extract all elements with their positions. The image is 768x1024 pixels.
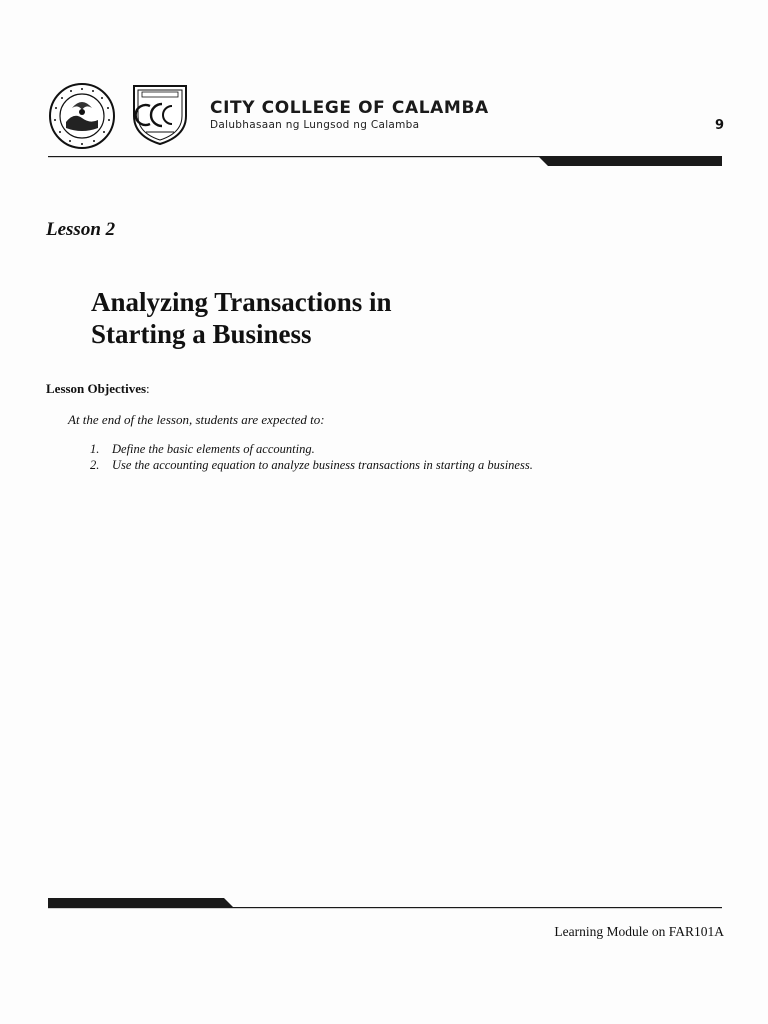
lesson-title bbox=[91, 286, 651, 350]
objectives-intro: At the end of the lesson, students are expected to: bbox=[68, 412, 325, 427]
objective-item bbox=[90, 457, 533, 473]
footer-divider bbox=[48, 898, 722, 910]
college-shield-logo bbox=[128, 82, 192, 146]
objective-number: 2. bbox=[90, 458, 100, 472]
header-divider bbox=[48, 156, 722, 166]
institution-block bbox=[210, 98, 630, 132]
lesson-title-line-1: Analyzing Transactions in bbox=[91, 287, 392, 317]
objectives-heading bbox=[46, 381, 150, 397]
footer-module-label: Learning Module on FAR101A bbox=[554, 924, 724, 939]
city-seal-logo bbox=[48, 82, 116, 150]
lesson-title-line-2: Starting a Business bbox=[91, 319, 312, 349]
objectives-heading-text: Lesson Objectives bbox=[46, 381, 147, 396]
institution-tagline: Dalubhasaan ng Lungsod ng Calamba bbox=[210, 119, 420, 131]
lesson-label: Lesson 2 bbox=[46, 219, 116, 240]
page-number: 9 bbox=[714, 118, 724, 133]
objectives-list bbox=[90, 441, 533, 473]
institution-name: CITY COLLEGE OF CALAMBA bbox=[210, 98, 489, 118]
objective-number: 1. bbox=[90, 442, 100, 456]
objective-item bbox=[90, 441, 533, 457]
objective-text: Use the accounting equation to analyze business transactions in starting a business. bbox=[112, 458, 533, 472]
objective-text: Define the basic elements of accounting. bbox=[112, 442, 315, 456]
header-logos bbox=[48, 82, 198, 146]
objectives-heading-colon: : bbox=[146, 381, 150, 396]
